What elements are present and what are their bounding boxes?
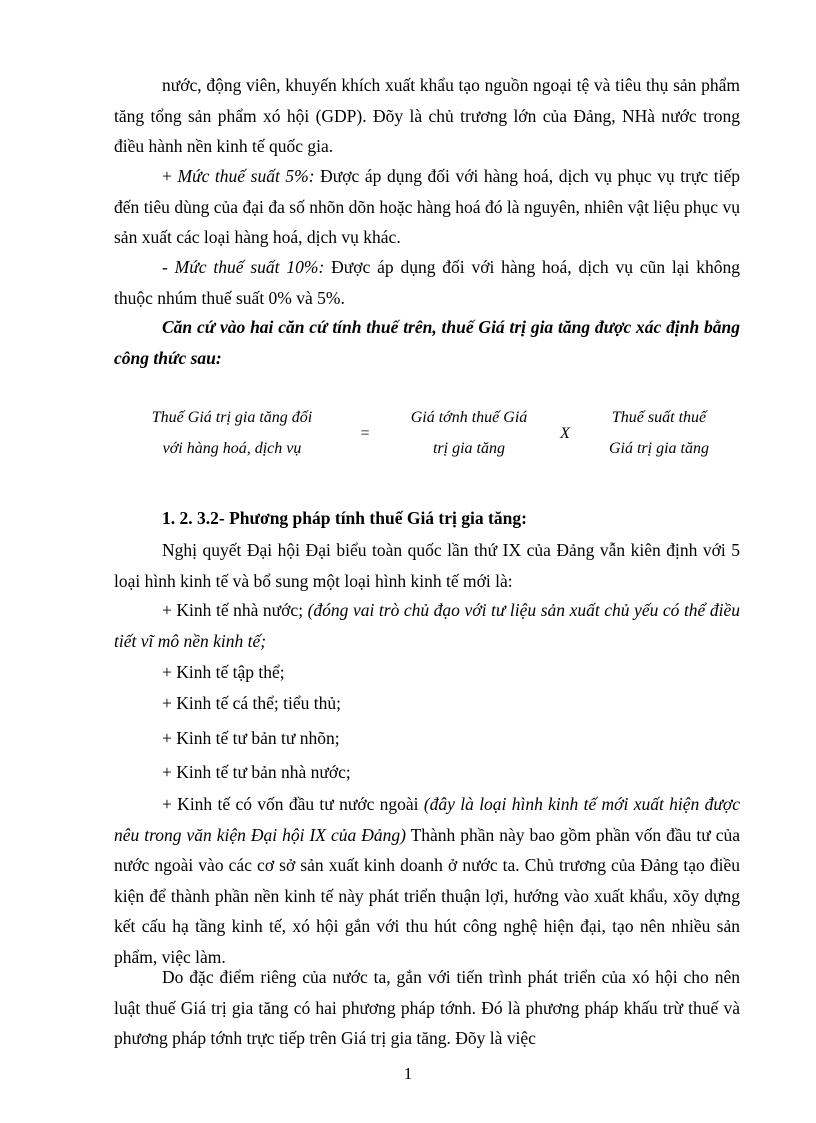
formula-term1-line2: trị gia tăng [432,440,505,457]
paragraph-rate-10 [114,252,740,313]
list-item-foreign-investment [114,789,740,972]
rate-10-text: Được áp dụng đối với hàng hoá, dịch vụ cũn lại không thuộc nhúm thuế suất 0% và 5%. [114,257,740,308]
rate-5-label: Mức thuế suất 5%: [177,166,315,186]
list-item-text: + Kinh tế có vốn đầu tư nước ngoài [162,794,424,814]
page-number: 1 [403,1064,413,1083]
paragraph-intro: nước, động viên, khuyến khích xuất khẩu tạo nguồn ngoại tệ và tiêu thụ sản phẩm tăng tổng sản phẩm xó hội (GDP). Đõy là chủ trương lớn của Đảng, NHà nước trong điều hành nền kinh tế quốc gia. [114,75,740,156]
formula-lhs-line2: với hàng hoá, dịch vụ [162,440,302,457]
paragraph-resolution: Nghị quyết Đại hội Đại biểu toàn quốc lần thứ IX của Đảng vẫn kiên định với 5 loại hình kinh tế và bổ sung một loại hình kinh tế mới là: [114,540,740,591]
rate-5-text: Được áp dụng đối với hàng hoá, dịch vụ phục vụ trực tiếp đến tiêu dùng của đại đa số nhõn dõn hoặc hàng hoá đó là nguyên, nhiên vật liệu phục vụ sản xuất các loại hàng hoá, dịch vụ khác. [114,166,740,247]
formula-term2-line2: Giá trị gia tăng [608,440,709,457]
formula-lhs-line1: Thuế Giá trị gia tăng đối [151,409,313,426]
formula-term1-line1: Giá tớnh thuế Giá [410,409,528,426]
list-item-state-economy [114,595,740,656]
list-item-note: (đóng vai trò chủ đạo với tư liệu sản xuất chủ yếu có thể điều tiết vĩ mô nền kinh tế; [114,600,740,651]
list-item-individual-economy: + Kinh tế cá thể; tiểu thủ; [162,693,341,713]
formula-equals: = [360,425,370,442]
list-item-state-capital: + Kinh tế tư bản nhà nước; [162,762,351,782]
list-item-collective-economy: + Kinh tế tập thể; [162,662,285,682]
rate-10-label: Mức thuế suất 10%: [174,257,325,277]
paragraph-formula-intro: Căn cứ vào hai căn cứ tính thuế trên, thuế Giá trị gia tăng được xác định bằng công thức sau: [114,317,740,368]
rate-10-lead: - [162,257,175,277]
paragraph-methods: Do đặc điểm riêng của nước ta, gắn với tiến trình phát triển của xó hội cho nên luật thuế Giá trị gia tăng có hai phương pháp tớnh. Đó là phương pháp khấu trừ thuế và phương pháp tớnh trực tiếp trên Giá trị gia tăng. Đõy là việc [114,967,740,1048]
paragraph-rate-5 [114,161,740,253]
vat-formula [114,402,740,466]
formula-times: X [560,425,570,442]
rate-5-lead: + [162,166,178,186]
list-item-note: (đây là loại hình kinh tế mới xuất hiện được nêu trong văn kiện Đại hội IX của Đảng) [114,794,740,845]
list-item-text: + Kinh tế nhà nước; [162,600,308,620]
list-item-rest: Thành phần này bao gồm phần vốn đầu tư của nước ngoài vào các cơ sở sản xuất kinh doanh ở nước ta. Chủ trương của Đảng tạo điều kiện để thành phần nền kinh tế này phát triển thuận lợi, hướng vào xuất khẩu, xõy dựng kết cấu hạ tầng kinh tế, xó hội gắn với thu hút công nghệ hiện đại, tạo nên nhiều sản phẩm, việc làm. [114,824,740,967]
formula-term2-line1: Thuế suất thuế [611,409,707,426]
section-heading: 1. 2. 3.2- Phương pháp tính thuế Giá trị gia tăng: [162,508,527,528]
list-item-private-capital: + Kinh tế tư bản tư nhõn; [162,728,340,748]
